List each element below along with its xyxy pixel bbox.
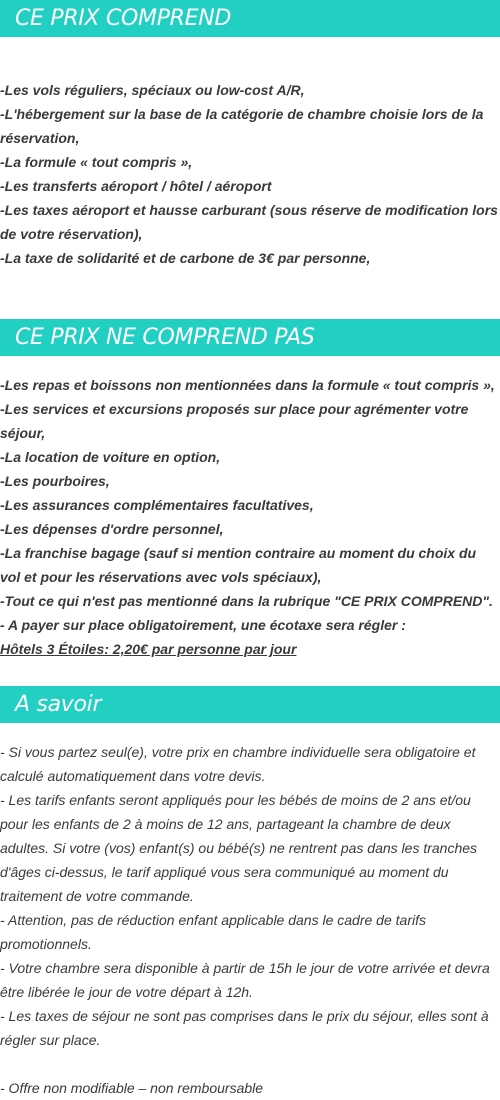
list-item: -Les assurances complémentaires facultatives, <box>0 497 314 513</box>
list-item: - Les tarifs enfants seront appliqués pour les bébés de moins de 2 ans et/ou pour les enfants de 2 à moins de 12 ans, partageant la chambre de deux adultes. Si votre (vos) enfant(s) ou bébé(s) ne rentrent pas dans les tranches d'âges ci-dessus, le tarif appliqué vous sera communiqué au moment du traitement de votre commande. <box>0 792 478 904</box>
list-item: - A payer sur place obligatoirement, une écotaxe sera régler : <box>0 617 406 633</box>
list-item: -Tout ce qui n'est pas mentionné dans la rubrique "CE PRIX COMPREND". <box>0 593 493 609</box>
final-note: - Offre non modifiable – non remboursable <box>0 1080 264 1096</box>
list-item: - Votre chambre sera disponible à partir de 15h le jour de votre arrivée et devra être libérée le jour de votre départ à 12h. <box>0 960 490 1000</box>
info-list <box>0 740 500 1100</box>
list-item: -La franchise bagage (sauf si mention contraire au moment du choix du vol et pour les réservations avec vols spéciaux), <box>0 545 477 585</box>
list-item: -Les taxes aéroport et hausse carburant (sous réserve de modification lors de votre réservation), <box>0 202 498 242</box>
includes-list <box>0 78 500 270</box>
list-item: -Les dépenses d'ordre personnel, <box>0 521 224 537</box>
list-item: -La taxe de solidarité et de carbone de 3€ par personne, <box>0 250 371 266</box>
includes-heading <box>0 0 500 37</box>
list-item: -Les services et excursions proposés sur place pour agrémenter votre séjour, <box>0 401 469 441</box>
info-heading <box>0 686 500 723</box>
list-item: - Attention, pas de réduction enfant applicable dans le cadre de tarifs promotionnels. <box>0 912 426 952</box>
list-item: - Les taxes de séjour ne sont pas comprises dans le prix du séjour, elles sont à régler sur place. <box>0 1008 489 1048</box>
list-item: -La formule « tout compris », <box>0 154 193 170</box>
list-item: -La location de voiture en option, <box>0 449 221 465</box>
info-title: A savoir <box>15 692 102 717</box>
list-item: - Si vous partez seul(e), votre prix en chambre individuelle sera obligatoire et calculé automatiquement dans votre devis. <box>0 744 476 784</box>
list-item: -Les pourboires, <box>0 473 110 489</box>
list-item: -Les vols réguliers, spéciaux ou low-cost A/R, <box>0 82 305 98</box>
excludes-title: CE PRIX NE COMPREND PAS <box>15 325 315 350</box>
list-item: -Les repas et boissons non mentionnées dans la formule « tout compris », <box>0 377 495 393</box>
list-item: -Les transferts aéroport / hôtel / aéroport <box>0 178 272 194</box>
excludes-list <box>0 373 500 661</box>
list-item: -L'hébergement sur la base de la catégorie de chambre choisie lors de la réservation, <box>0 106 484 146</box>
spacer <box>0 1052 500 1076</box>
ecotax-line: Hôtels 3 Étoiles: 2,20€ par personne par jour <box>0 641 297 657</box>
includes-title: CE PRIX COMPREND <box>15 6 232 31</box>
excludes-heading <box>0 319 500 356</box>
